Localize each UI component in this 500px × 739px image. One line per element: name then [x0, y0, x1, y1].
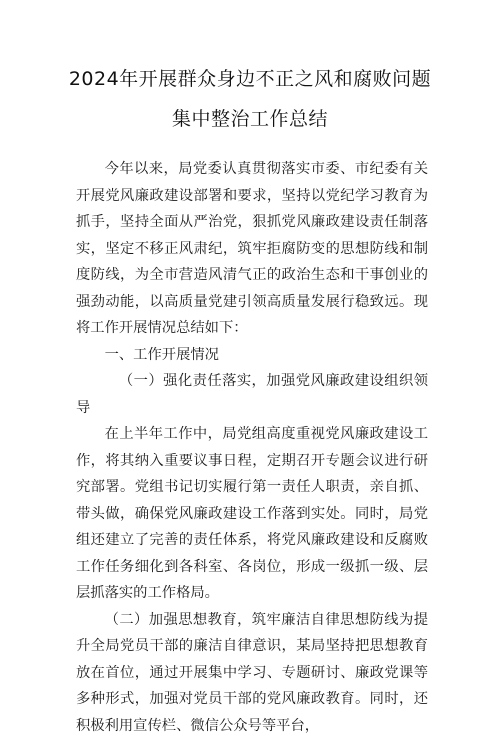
document-body — [76, 156, 428, 739]
subsection2-paragraph: （二）加强思想教育，筑牢廉洁自律思想防线为提升全局党员干部的廉洁自律意识，某局坚持把思想教育放在首位，通过开展集中学习、专题研讨、廉政党课等多种形式，加强对党员干部的党风廉政教育。同时，还积极利用宣传栏、微信公众号等平台， — [76, 607, 428, 739]
section-heading: 一、工作开展情况 — [76, 342, 428, 369]
document-title-line2: 集中整治工作总结 — [0, 108, 500, 130]
document-title-line1: 2024年开展群众身边不正之风和腐败问题 — [0, 68, 500, 90]
subsection-heading: （一）强化责任落实，加强党风廉政建设组织领导 — [76, 368, 428, 421]
subsection1-paragraph: 在上半年工作中，局党组高度重视党风廉政建设工作，将其纳入重要议事日程，定期召开专题会议进行研究部署。党组书记切实履行第一责任人职责，亲自抓、带头做，确保党风廉政建设工作落到实处。同时，局党组还建立了完善的责任体系，将党风廉政建设和反腐败工作任务细化到各科室、各岗位，形成一级抓一级、层层抓落实的工作格局。 — [76, 421, 428, 607]
intro-paragraph: 今年以来，局党委认真贯彻落实市委、市纪委有关开展党风廉政建设部署和要求，坚持以党纪学习教育为抓手，坚持全面从严治党，狠抓党风廉政建设责任制落实，坚定不移正风肃纪，筑牢拒腐防变的思想防线和制度防线，为全市营造风清气正的政治生态和干事创业的强劲动能，以高质量党建引领高质量发展行稳致远。现将工作开展情况总结如下： — [76, 156, 428, 342]
